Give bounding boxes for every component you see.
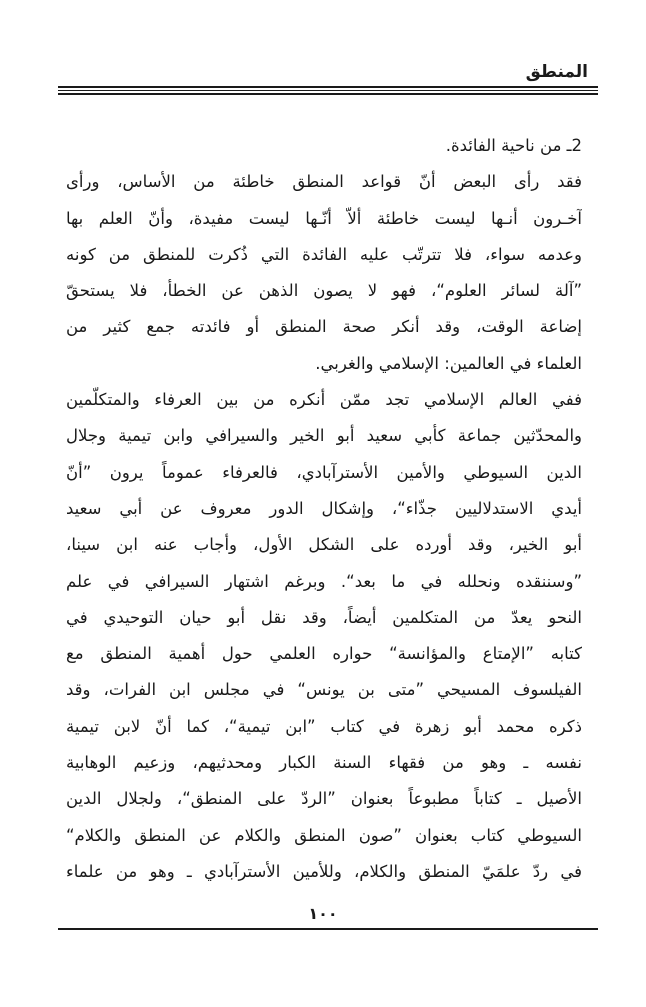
text-line: ”آلة لسائر العلوم“، فهو لا يصون الذهن عن الخطأ، فلا يستحقّ <box>66 281 582 301</box>
text-line: وعدمه سواء، فلا تترتّب عليه الفائدة التي ذُكرت للمنطق من كونه <box>66 244 582 264</box>
text-line: نفسه ـ وهو من فقهاء السنة الكبار ومحدثيهم، وزعيم الوهابية <box>66 753 582 773</box>
text-line: أيدي الاستدلاليين جذّاء“، وإشكال الدور معروف عن أبي سعيد <box>66 498 582 518</box>
running-title: المنطق <box>525 62 588 82</box>
text-line: 2ـ من ناحية الفائدة. <box>445 136 582 155</box>
text-line: الأصيل ـ كتاباً مطبوعاً بعنوان ”الردّ على المنطق“، ولجلال الدين <box>66 789 582 809</box>
text-line: النحو يعدّ من المتكلمين أيضاً، وقد نقل أبو حيان التوحيدي في <box>66 607 582 627</box>
body-text <box>66 128 582 890</box>
text-line: الدين السيوطي والأمين الأسترآبادي، فالعرفاء عموماً يرون ”أنّ <box>66 462 582 482</box>
text-line: أبو الخير، وقد أورده على الشكل الأول، وأجاب عنه ابن سينا، <box>66 535 582 555</box>
header-rule <box>58 86 598 88</box>
footer-rule <box>58 928 598 930</box>
text-line: الفيلسوف المسيحي ”متى بن يونس“ في مجلس ابن الفرات، وقد <box>66 680 582 700</box>
header-rule <box>58 90 598 91</box>
text-line: ”وسننقده ونحلله في ما بعد“. وبرغم اشتهار السيرافي في علم <box>66 571 582 591</box>
text-line: إضاعة الوقت، وقد أنكر صحة المنطق أو فائدته جمع كثير من <box>66 317 582 337</box>
text-line: والمحدّثين جماعة كأبي سعيد أبو الخير والسيرافي وابن تيمية وجلال <box>66 426 582 446</box>
text-line: ذكره محمد أبو زهرة في كتاب ”ابن تيمية“، كما أنّ لابن تيمية <box>66 716 582 736</box>
page-number: ١٠٠ <box>308 904 338 923</box>
text-line: العلماء في العالمين: الإسلامي والغربي. <box>315 353 582 373</box>
text-line: ففي العالم الإسلامي تجد ممّن أنكره من بين العرفاء والمتكلّمين <box>66 390 582 410</box>
text-line: في ردّ علمَيّ المنطق والكلام، وللأمين الأسترآبادي ـ وهو من علماء <box>66 861 582 881</box>
header-rule <box>58 93 598 95</box>
text-line: فقد رأى البعض أنّ قواعد المنطق خاطئة من الأساس، ورأى <box>66 172 582 192</box>
text-line: السيوطي كتاب بعنوان ”صون المنطق والكلام عن المنطق والكلام“ <box>66 825 582 845</box>
text-line: كتابه ”الإمتاع والمؤانسة“ حواره العلمي حول أهمية المنطق مع <box>66 644 582 664</box>
text-line: آخـرون أنـها ليست خاطئة ألاّ أنّـها ليست مفيدة، وأنّ العلم بها <box>66 208 582 228</box>
